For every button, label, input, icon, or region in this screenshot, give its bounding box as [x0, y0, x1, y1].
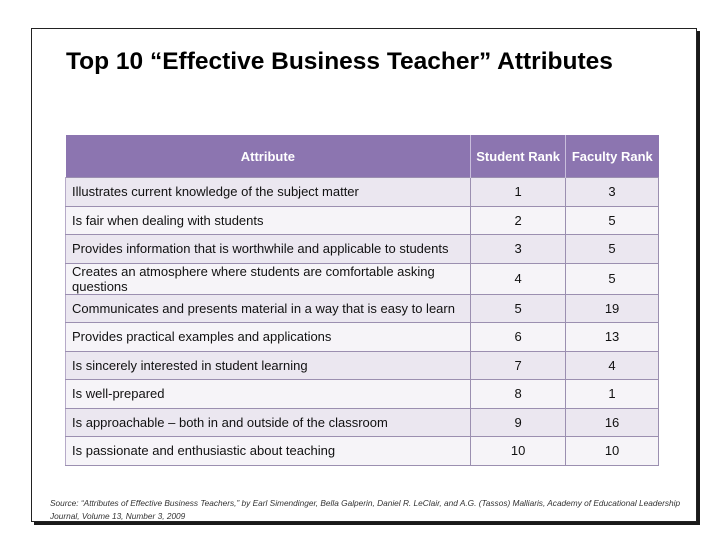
faculty-rank-cell: 10: [566, 437, 659, 466]
table-row: [66, 323, 659, 352]
header-attribute: Attribute: [66, 135, 471, 178]
attribute-cell: Is well-prepared: [66, 380, 471, 409]
table-row: [66, 206, 659, 235]
table-row: [66, 437, 659, 466]
student-rank-cell: 3: [471, 235, 566, 264]
attribute-cell: Is approachable – both in and outside of the classroom: [66, 408, 471, 437]
faculty-rank-cell: 16: [566, 408, 659, 437]
attribute-cell: Is passionate and enthusiastic about teaching: [66, 437, 471, 466]
slide-title: Top 10 “Effective Business Teacher” Attributes: [66, 48, 613, 75]
table-row: [66, 294, 659, 323]
faculty-rank-cell: 5: [566, 206, 659, 235]
student-rank-cell: 4: [471, 263, 566, 294]
student-rank-cell: 7: [471, 351, 566, 380]
attribute-cell: Is fair when dealing with students: [66, 206, 471, 235]
table-row: [66, 351, 659, 380]
student-rank-cell: 8: [471, 380, 566, 409]
attribute-cell: Provides information that is worthwhile and applicable to students: [66, 235, 471, 264]
student-rank-cell: 1: [471, 178, 566, 207]
faculty-rank-cell: 19: [566, 294, 659, 323]
source-citation: Source: “Attributes of Effective Business Teachers,” by Earl Simendinger, Bella Galperin, Daniel R. LeClair, and A.G. (Tassos) Malliaris, Academy of Educational Leadership Journal, Volume 13, Number 3, 2009: [50, 498, 681, 521]
attribute-cell: Illustrates current knowledge of the subject matter: [66, 178, 471, 207]
attribute-cell: Provides practical examples and applications: [66, 323, 471, 352]
attribute-cell: Is sincerely interested in student learning: [66, 351, 471, 380]
faculty-rank-cell: 1: [566, 380, 659, 409]
faculty-rank-cell: 13: [566, 323, 659, 352]
attribute-cell: Communicates and presents material in a way that is easy to learn: [66, 294, 471, 323]
header-student-rank: Student Rank: [471, 135, 566, 178]
student-rank-cell: 2: [471, 206, 566, 235]
student-rank-cell: 10: [471, 437, 566, 466]
table-row: [66, 178, 659, 207]
attribute-cell: Creates an atmosphere where students are comfortable asking questions: [66, 263, 471, 294]
table-header-row: [66, 135, 659, 178]
table-row: [66, 235, 659, 264]
faculty-rank-cell: 3: [566, 178, 659, 207]
table-row: [66, 380, 659, 409]
student-rank-cell: 6: [471, 323, 566, 352]
table-row: [66, 408, 659, 437]
faculty-rank-cell: 4: [566, 351, 659, 380]
header-faculty-rank: Faculty Rank: [566, 135, 659, 178]
student-rank-cell: 5: [471, 294, 566, 323]
table-row: [66, 263, 659, 294]
faculty-rank-cell: 5: [566, 235, 659, 264]
attributes-table: [65, 135, 659, 466]
faculty-rank-cell: 5: [566, 263, 659, 294]
student-rank-cell: 9: [471, 408, 566, 437]
